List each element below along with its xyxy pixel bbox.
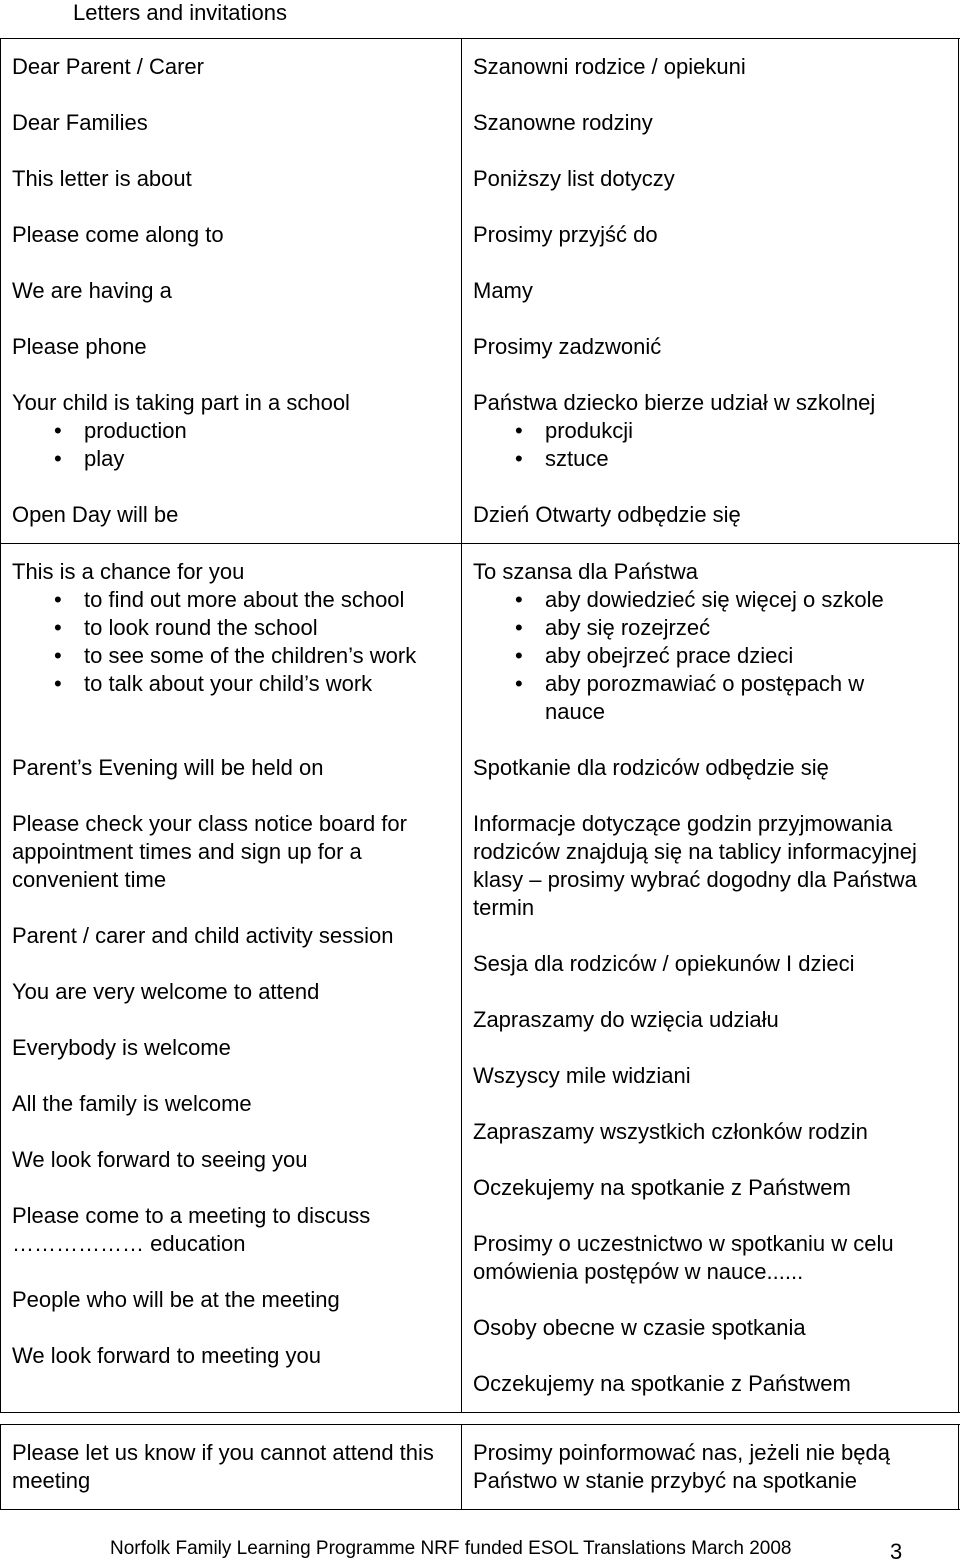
bullet-item-en: • production	[12, 417, 451, 445]
phrase-pl: Oczekujemy na spotkanie z Państwem	[473, 1371, 851, 1396]
polish-column	[462, 39, 959, 543]
bullet-item-pl: • produkcji	[473, 417, 948, 445]
phrase-en: Please let us know if you cannot attend this meeting	[12, 1440, 434, 1493]
bullet-item-pl: • aby dowiedzieć się więcej o szkole	[473, 586, 948, 614]
phrase-pl-with-list	[473, 389, 948, 473]
page-heading: Letters and invitations	[73, 0, 288, 25]
polish-column	[462, 544, 959, 1412]
phrase-en: This is a chance for you	[12, 559, 245, 584]
phrase-pl: Szanowne rodziny	[473, 110, 653, 135]
page-number: 3	[890, 1539, 903, 1564]
phrase-pl: Prosimy przyjść do	[473, 222, 658, 247]
bullet-item-en: • to see some of the children’s work	[12, 642, 451, 670]
phrase-en: Open Day will be	[12, 502, 179, 527]
phrase-en: People who will be at the meeting	[12, 1287, 340, 1312]
bullet-item-en: • to look round the school	[12, 614, 451, 642]
phrase-pl: Zapraszamy do wzięcia udziału	[473, 1007, 779, 1032]
phrase-pl: Prosimy zadzwonić	[473, 334, 662, 359]
english-column	[1, 39, 462, 543]
phrase-en-with-list	[12, 558, 451, 726]
phrase-en: All the family is welcome	[12, 1091, 252, 1116]
phrase-en: Please come to a meeting to discuss ……………… education	[12, 1203, 371, 1256]
bullet-list-en	[12, 586, 451, 698]
table-block-greetings	[1, 39, 960, 544]
phrase-en: We look forward to meeting you	[12, 1343, 321, 1368]
phrase-en: We are having a	[12, 278, 172, 303]
bullet-item-en: • to talk about your child’s work	[12, 670, 451, 698]
phrase-en: Parent’s Evening will be held on	[12, 755, 324, 780]
bullet-item-pl: • aby obejrzeć prace dzieci	[473, 642, 948, 670]
phrase-pl: Państwa dziecko bierze udział w szkolnej	[473, 390, 876, 415]
phrase-pl: Dzień Otwarty odbędzie się	[473, 502, 741, 527]
translation-table-footer-row	[0, 1424, 960, 1510]
bullet-item-pl: • aby porozmawiać o postępach w nauce	[473, 670, 948, 726]
table-block-invitations	[1, 544, 960, 1413]
phrase-pl: Prosimy o uczestnictwo w spotkaniu w celu omówienia postępów w nauce......	[473, 1231, 894, 1284]
phrase-pl: Oczekujemy na spotkanie z Państwem	[473, 1175, 851, 1200]
phrase-en: Please check your class notice board for appointment times and sign up for a convenient time	[12, 811, 407, 892]
bullet-item-pl: • sztuce	[473, 445, 948, 473]
table-block-attendance	[1, 1425, 960, 1510]
bullet-item-pl: • aby się rozejrzeć	[473, 614, 948, 642]
english-column	[1, 544, 462, 1412]
phrase-en: We look forward to seeing you	[12, 1147, 308, 1172]
phrase-pl: Poniższy list dotyczy	[473, 166, 675, 191]
bullet-list-pl	[473, 586, 948, 726]
phrase-pl: Informacje dotyczące godzin przyjmowania rodziców znajdują się na tablicy informacyjnej klasy – prosimy wybrać dogodny dla Państwa termin	[473, 811, 917, 920]
polish-column	[462, 1425, 959, 1509]
phrase-pl: Sesja dla rodziców / opiekunów I dzieci	[473, 951, 855, 976]
bullet-list-pl	[473, 417, 948, 473]
phrase-en-with-list	[12, 389, 451, 473]
phrase-en: Dear Families	[12, 110, 148, 135]
phrase-pl: Zapraszamy wszystkich członków rodzin	[473, 1119, 868, 1144]
page-footer: Norfolk Family Learning Programme NRF funded ESOL Translations March 2008	[110, 1538, 792, 1559]
phrase-pl: Mamy	[473, 278, 533, 303]
phrase-en: Your child is taking part in a school	[12, 390, 350, 415]
phrase-pl: Wszyscy mile widziani	[473, 1063, 691, 1088]
phrase-en: Please come along to	[12, 222, 224, 247]
phrase-en: You are very welcome to attend	[12, 979, 320, 1004]
bullet-item-en: • to find out more about the school	[12, 586, 451, 614]
phrase-en: Parent / carer and child activity session	[12, 923, 394, 948]
phrase-pl-with-list	[473, 558, 948, 726]
phrase-pl: To szansa dla Państwa	[473, 559, 699, 584]
bullet-item-en: • play	[12, 445, 451, 473]
phrase-pl: Osoby obecne w czasie spotkania	[473, 1315, 806, 1340]
phrase-pl: Spotkanie dla rodziców odbędzie się	[473, 755, 829, 780]
phrase-en: Please phone	[12, 334, 147, 359]
bullet-list-en	[12, 417, 451, 473]
english-column	[1, 1425, 462, 1509]
phrase-en: Dear Parent / Carer	[12, 54, 204, 79]
phrase-pl: Prosimy poinformować nas, jeżeli nie będą Państwo w stanie przybyć na spotkanie	[473, 1440, 890, 1493]
translation-table	[0, 38, 960, 1413]
phrase-en: This letter is about	[12, 166, 192, 191]
phrase-pl: Szanowni rodzice / opiekuni	[473, 54, 746, 79]
phrase-en: Everybody is welcome	[12, 1035, 231, 1060]
